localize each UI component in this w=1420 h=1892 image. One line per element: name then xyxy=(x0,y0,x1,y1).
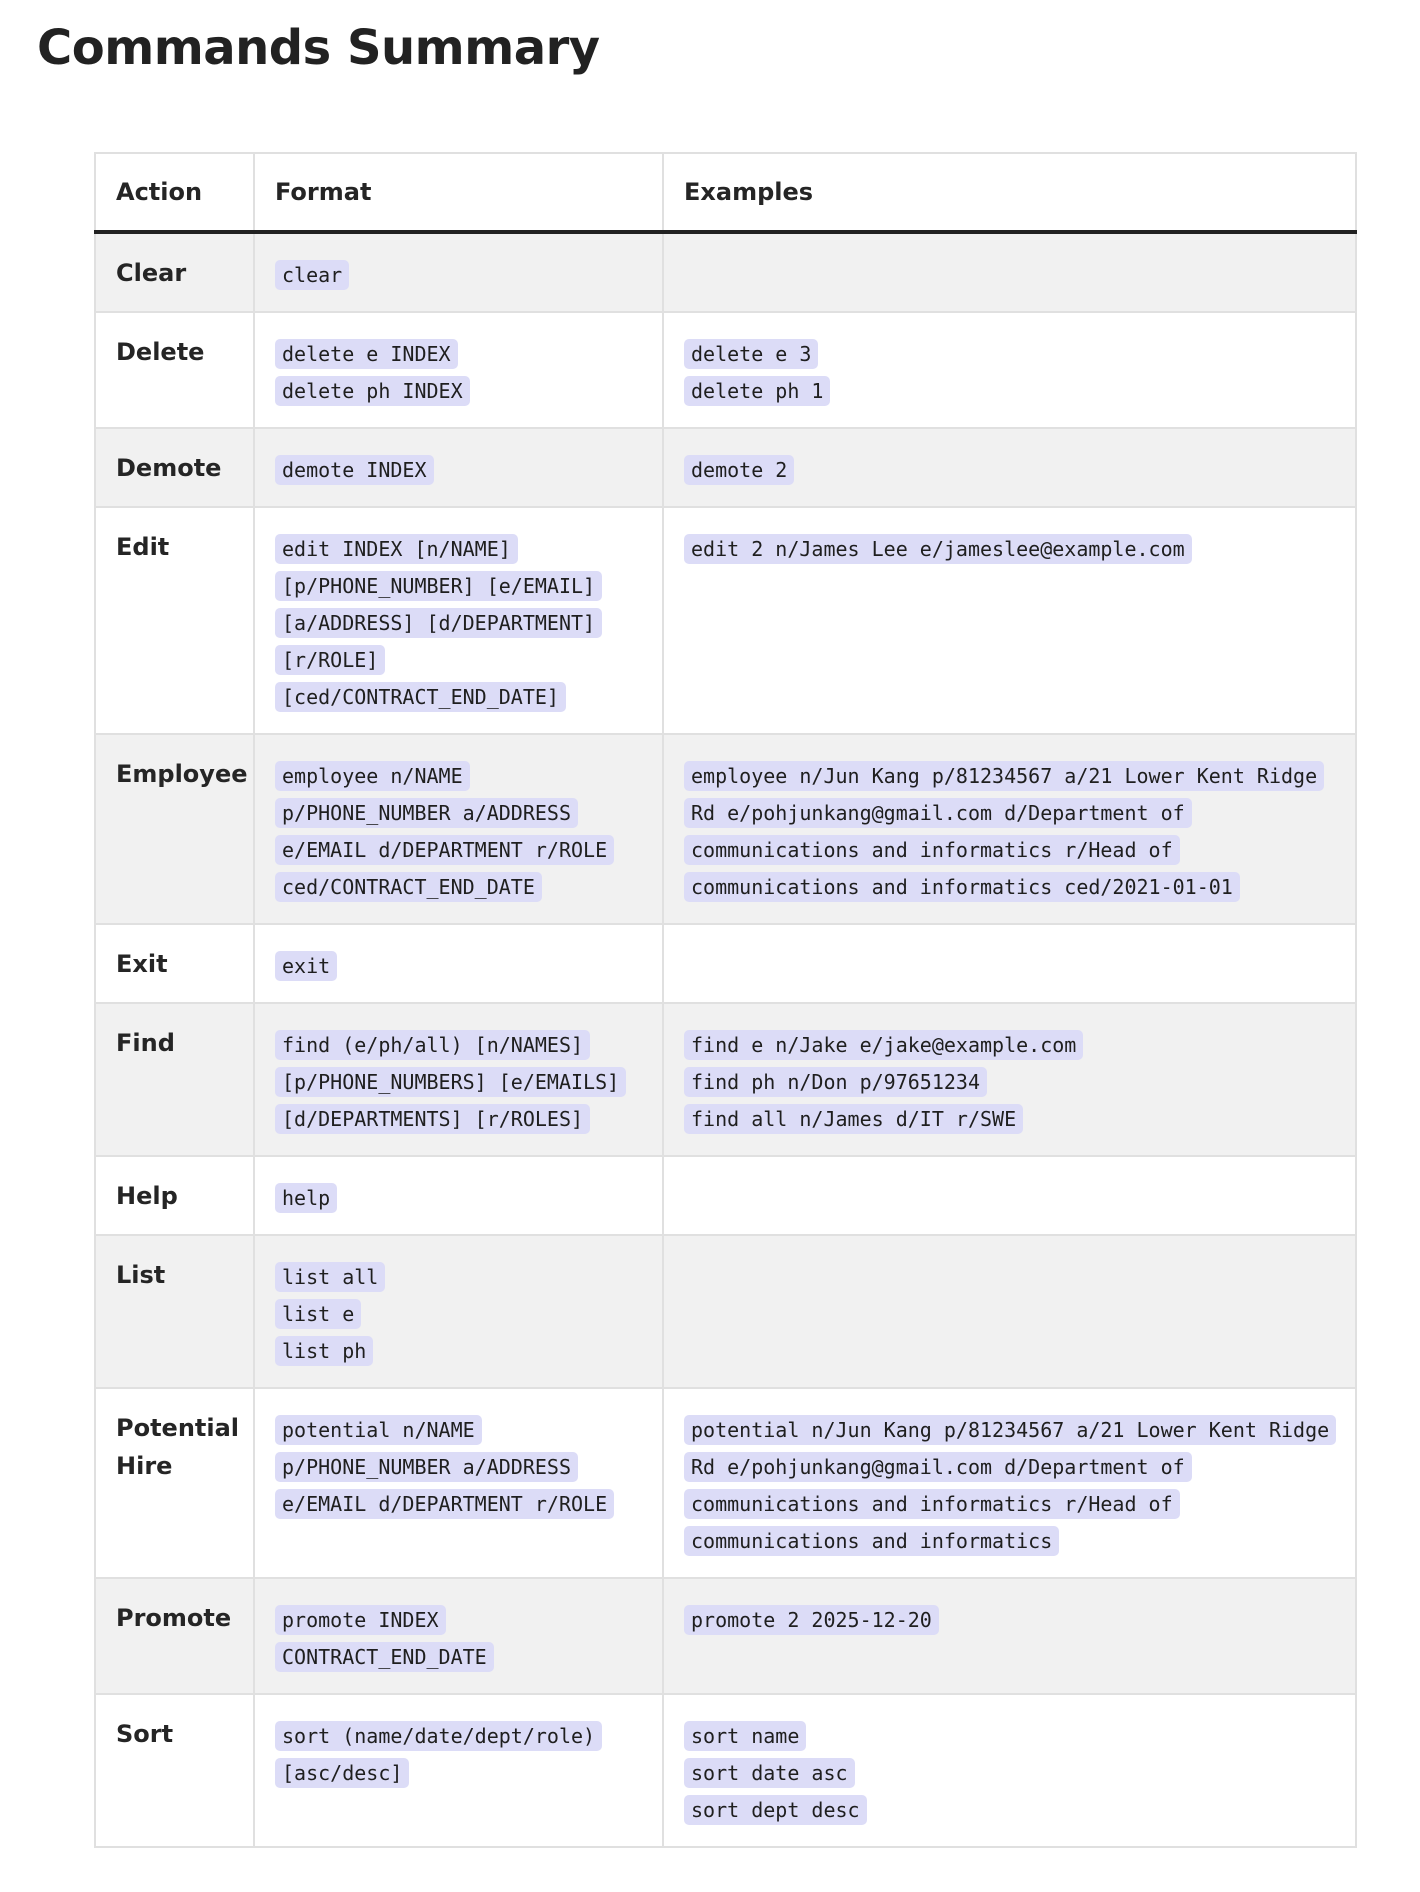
examples-cell xyxy=(663,1578,1356,1694)
format-cell xyxy=(254,507,663,734)
examples-cell xyxy=(663,232,1356,312)
format-code-line xyxy=(275,1718,642,1792)
format-code: find (e/ph/all) [n/NAMES] [p/PHONE_NUMBERS] [e/EMAILS] [d/DEPARTMENTS] [r/ROLES] xyxy=(275,1030,626,1134)
example-code-line xyxy=(684,1755,1335,1792)
table-row xyxy=(95,428,1356,507)
example-code: sort name xyxy=(684,1721,806,1751)
example-code-line xyxy=(684,1412,1335,1560)
format-cell xyxy=(254,1156,663,1235)
example-code: find all n/James d/IT r/SWE xyxy=(684,1104,1023,1134)
format-cell xyxy=(254,1003,663,1156)
examples-cell xyxy=(663,924,1356,1003)
action-cell: Clear xyxy=(95,232,254,312)
header-format: Format xyxy=(254,153,663,232)
format-code-line xyxy=(275,1180,642,1217)
table-row xyxy=(95,734,1356,924)
format-code: potential n/NAME p/PHONE_NUMBER a/ADDRESS e/EMAIL d/DEPARTMENT r/ROLE xyxy=(275,1415,614,1519)
example-code-line xyxy=(684,1792,1335,1829)
table-row xyxy=(95,924,1356,1003)
example-code: sort date asc xyxy=(684,1758,855,1788)
format-code-line xyxy=(275,758,642,906)
action-cell: Find xyxy=(95,1003,254,1156)
example-code-line xyxy=(684,1101,1335,1138)
table-row xyxy=(95,1388,1356,1578)
format-cell xyxy=(254,1235,663,1388)
format-code: clear xyxy=(275,260,349,290)
commands-table xyxy=(94,152,1357,1848)
table-row xyxy=(95,312,1356,428)
format-code: help xyxy=(275,1183,337,1213)
header-action: Action xyxy=(95,153,254,232)
format-code-line xyxy=(275,948,642,985)
examples-cell xyxy=(663,1235,1356,1388)
action-cell: Employee xyxy=(95,734,254,924)
format-code-line xyxy=(275,531,642,716)
examples-cell xyxy=(663,734,1356,924)
example-code: promote 2 2025-12-20 xyxy=(684,1605,939,1635)
action-cell: Delete xyxy=(95,312,254,428)
examples-cell xyxy=(663,507,1356,734)
format-cell xyxy=(254,1694,663,1847)
format-code-line xyxy=(275,1602,642,1676)
action-cell: Promote xyxy=(95,1578,254,1694)
action-cell: Sort xyxy=(95,1694,254,1847)
format-code-line xyxy=(275,1412,642,1523)
table-row xyxy=(95,1235,1356,1388)
table-row xyxy=(95,1003,1356,1156)
examples-cell xyxy=(663,1694,1356,1847)
example-code-line xyxy=(684,758,1335,906)
format-cell xyxy=(254,734,663,924)
format-code: promote INDEX CONTRACT_END_DATE xyxy=(275,1605,494,1672)
examples-cell xyxy=(663,312,1356,428)
example-code: delete e 3 xyxy=(684,339,818,369)
action-cell: Exit xyxy=(95,924,254,1003)
format-cell xyxy=(254,924,663,1003)
format-code: list all xyxy=(275,1262,385,1292)
table-header-row xyxy=(95,153,1356,232)
header-examples: Examples xyxy=(663,153,1356,232)
action-cell: Edit xyxy=(95,507,254,734)
format-code: edit INDEX [n/NAME] [p/PHONE_NUMBER] [e/EMAIL] [a/ADDRESS] [d/DEPARTMENT] [r/ROLE] [ced/CONTRACT_END_DATE] xyxy=(275,534,602,712)
format-code: list e xyxy=(275,1299,361,1329)
table-row xyxy=(95,1156,1356,1235)
format-cell xyxy=(254,1578,663,1694)
example-code: find e n/Jake e/jake@example.com xyxy=(684,1030,1083,1060)
format-code: sort (name/date/dept/role) [asc/desc] xyxy=(275,1721,602,1788)
action-cell: Demote xyxy=(95,428,254,507)
example-code: edit 2 n/James Lee e/jameslee@example.com xyxy=(684,534,1192,564)
format-code: demote INDEX xyxy=(275,455,434,485)
example-code: potential n/Jun Kang p/81234567 a/21 Lower Kent Ridge Rd e/pohjunkang@gmail.com d/Department of communications and informatics r/Head of communications and informatics xyxy=(684,1415,1336,1556)
action-cell: List xyxy=(95,1235,254,1388)
format-cell xyxy=(254,428,663,507)
format-code-line xyxy=(275,1333,642,1370)
example-code-line xyxy=(684,336,1335,373)
example-code: employee n/Jun Kang p/81234567 a/21 Lower Kent Ridge Rd e/pohjunkang@gmail.com d/Department of communications and informatics r/Head of communications and informatics ced/2021-01-01 xyxy=(684,761,1324,902)
example-code-line xyxy=(684,452,1335,489)
format-code: delete ph INDEX xyxy=(275,376,470,406)
table-row xyxy=(95,507,1356,734)
format-code-line xyxy=(275,1027,642,1138)
table-row xyxy=(95,1694,1356,1847)
format-code: employee n/NAME p/PHONE_NUMBER a/ADDRESS e/EMAIL d/DEPARTMENT r/ROLE ced/CONTRACT_END_DATE xyxy=(275,761,614,902)
examples-cell xyxy=(663,1003,1356,1156)
format-cell xyxy=(254,232,663,312)
format-code-line xyxy=(275,1259,642,1296)
examples-cell xyxy=(663,1388,1356,1578)
example-code-line xyxy=(684,531,1335,568)
format-code: exit xyxy=(275,951,337,981)
example-code-line xyxy=(684,1718,1335,1755)
action-cell: Help xyxy=(95,1156,254,1235)
format-code-line xyxy=(275,336,642,373)
format-code: delete e INDEX xyxy=(275,339,458,369)
format-cell xyxy=(254,312,663,428)
format-code-line xyxy=(275,1296,642,1333)
example-code-line xyxy=(684,1602,1335,1639)
format-code-line xyxy=(275,257,642,294)
table-row xyxy=(95,1578,1356,1694)
action-cell: Potential Hire xyxy=(95,1388,254,1578)
examples-cell xyxy=(663,1156,1356,1235)
example-code: delete ph 1 xyxy=(684,376,830,406)
format-code-line xyxy=(275,452,642,489)
page-title: Commands Summary xyxy=(37,20,600,76)
format-cell xyxy=(254,1388,663,1578)
format-code: list ph xyxy=(275,1336,373,1366)
example-code: sort dept desc xyxy=(684,1795,867,1825)
table-row xyxy=(95,232,1356,312)
examples-cell xyxy=(663,428,1356,507)
example-code-line xyxy=(684,1064,1335,1101)
example-code-line xyxy=(684,373,1335,410)
example-code-line xyxy=(684,1027,1335,1064)
example-code: demote 2 xyxy=(684,455,794,485)
format-code-line xyxy=(275,373,642,410)
example-code: find ph n/Don p/97651234 xyxy=(684,1067,987,1097)
